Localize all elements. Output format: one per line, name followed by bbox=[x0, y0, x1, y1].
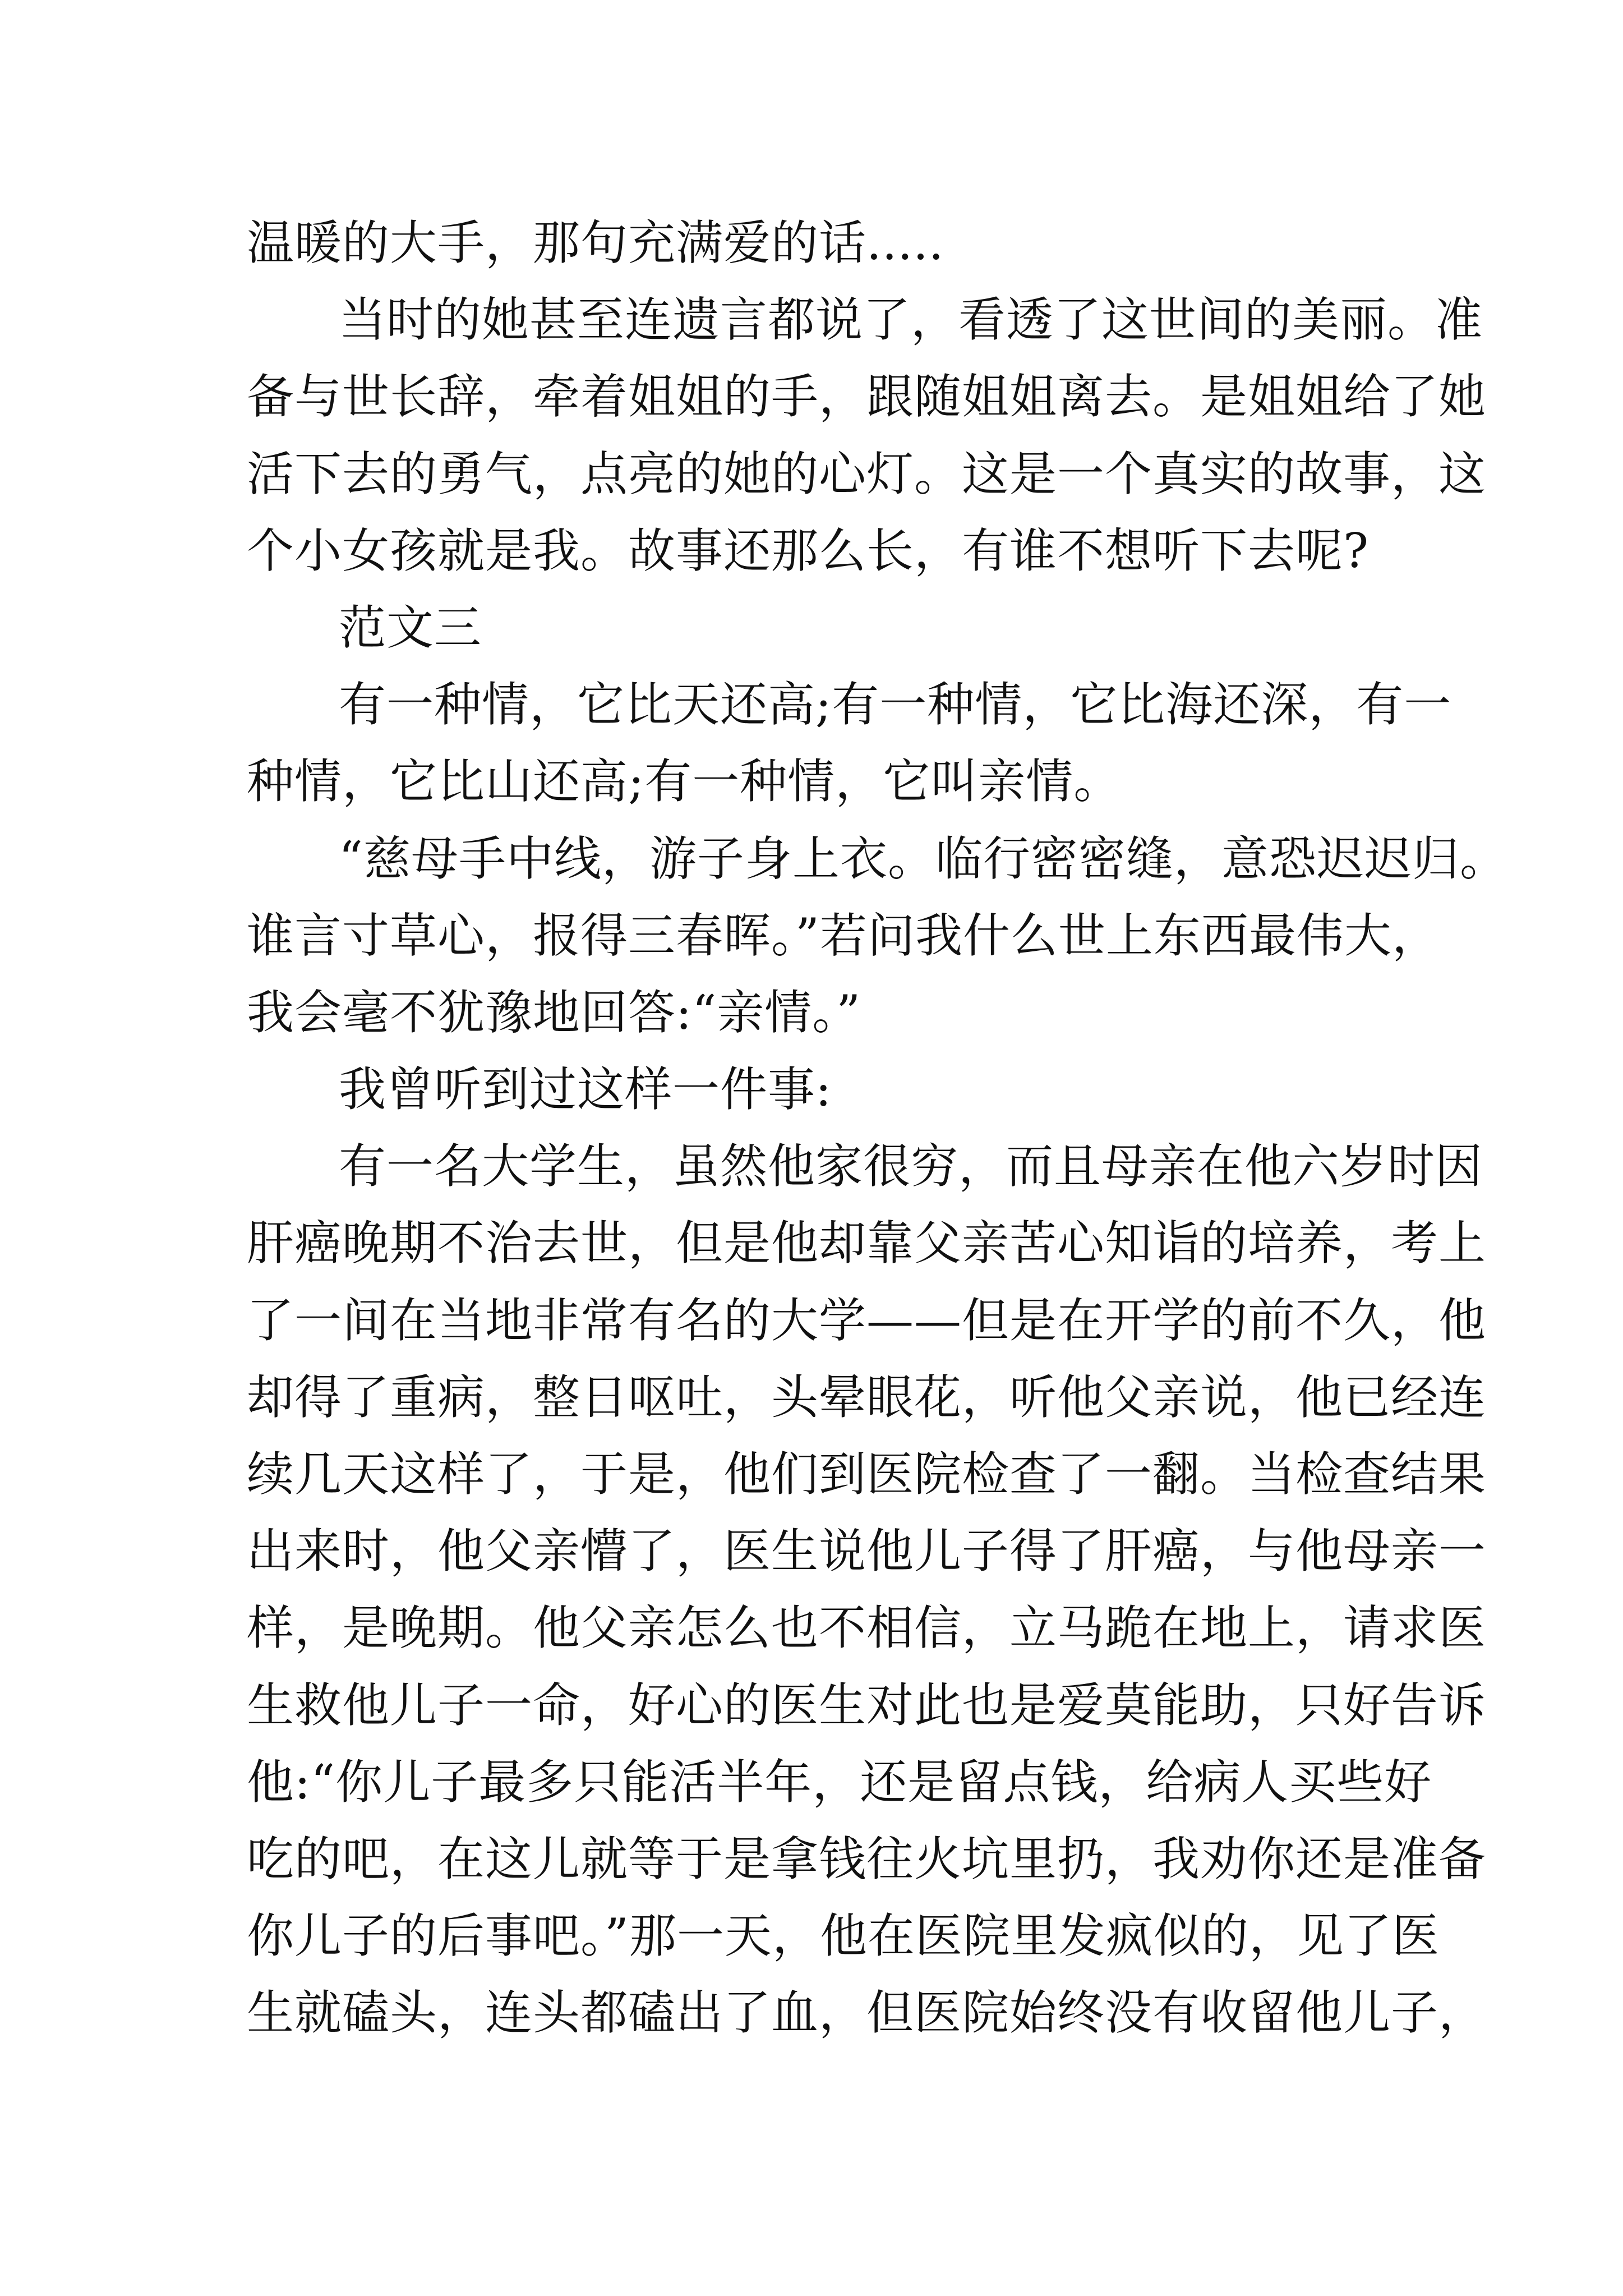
text-line: 了一间在当地非常有名的大学——但是在开学的前不久，他 bbox=[247, 1292, 1487, 1348]
text-line: 个小女孩就是我。故事还那么长，有谁不想听下去呢? bbox=[247, 523, 1370, 578]
text-line: 生救他儿子一命，好心的医生对此也是爱莫能助，只好告诉 bbox=[247, 1677, 1487, 1733]
text-line: 样，是晚期。他父亲怎么也不相信，立马跪在地上，请求医 bbox=[247, 1600, 1487, 1656]
text-line: 你儿子的后事吧。”那一天，他在医院里发疯似的，见了医 bbox=[247, 1908, 1440, 1964]
text-line: 谁言寸草心，报得三春晖。”若问我什么世上东西最伟大， bbox=[247, 908, 1440, 963]
text-line: 温暖的大手，那句充满爱的话..... bbox=[247, 215, 944, 270]
paragraph-start-line: 有一名大学生，虽然他家很穷，而且母亲在他六岁时因 bbox=[339, 1139, 1483, 1194]
text-line: 肝癌晚期不治去世，但是他却靠父亲苦心知诣的培养，考上 bbox=[247, 1216, 1487, 1271]
text-line: 活下去的勇气，点亮的她的心灯。这是一个真实的故事，这 bbox=[247, 446, 1487, 501]
text-line: 种情，它比山还高;有一种情，它叫亲情。 bbox=[247, 754, 1122, 809]
body-text bbox=[247, 205, 1507, 2052]
text-line: 续几天这样了，于是，他们到医院检查了一翻。当检查结果 bbox=[247, 1447, 1487, 1502]
text-line: 吃的吧，在这儿就等于是拿钱往火坑里扔，我劝你还是准备 bbox=[247, 1831, 1487, 1887]
paragraph-start-line: 当时的她甚至连遗言都说了，看透了这世间的美丽。准 bbox=[339, 292, 1483, 348]
section-heading: 范文三 bbox=[339, 600, 482, 655]
text-line: 却得了重病，整日呕吐，头晕眼花，听他父亲说，他已经连 bbox=[247, 1369, 1487, 1425]
paragraph-start-line: 我曾听到过这样一件事: bbox=[339, 1062, 832, 1117]
text-line: 生就磕头，连头都磕出了血，但医院始终没有收留他儿子， bbox=[247, 1985, 1487, 2041]
text-line: 我会毫不犹豫地回答:“亲情。” bbox=[247, 984, 861, 1040]
text-line: 他:“你儿子最多只能活半年，还是留点钱，给病人买些好 bbox=[247, 1754, 1432, 1810]
paragraph-start-line: “慈母手中线，游子身上衣。临行密密缝，意恐迟迟归。 bbox=[339, 831, 1507, 886]
text-line: 出来时，他父亲懵了，医生说他儿子得了肝癌，与他母亲一 bbox=[247, 1524, 1487, 1579]
text-line: 备与世长辞，牵着姐姐的手，跟随姐姐离去。是姐姐给了她 bbox=[247, 369, 1487, 425]
paragraph-start-line: 有一种情，它比天还高;有一种情，它比海还深，有一 bbox=[339, 677, 1452, 733]
